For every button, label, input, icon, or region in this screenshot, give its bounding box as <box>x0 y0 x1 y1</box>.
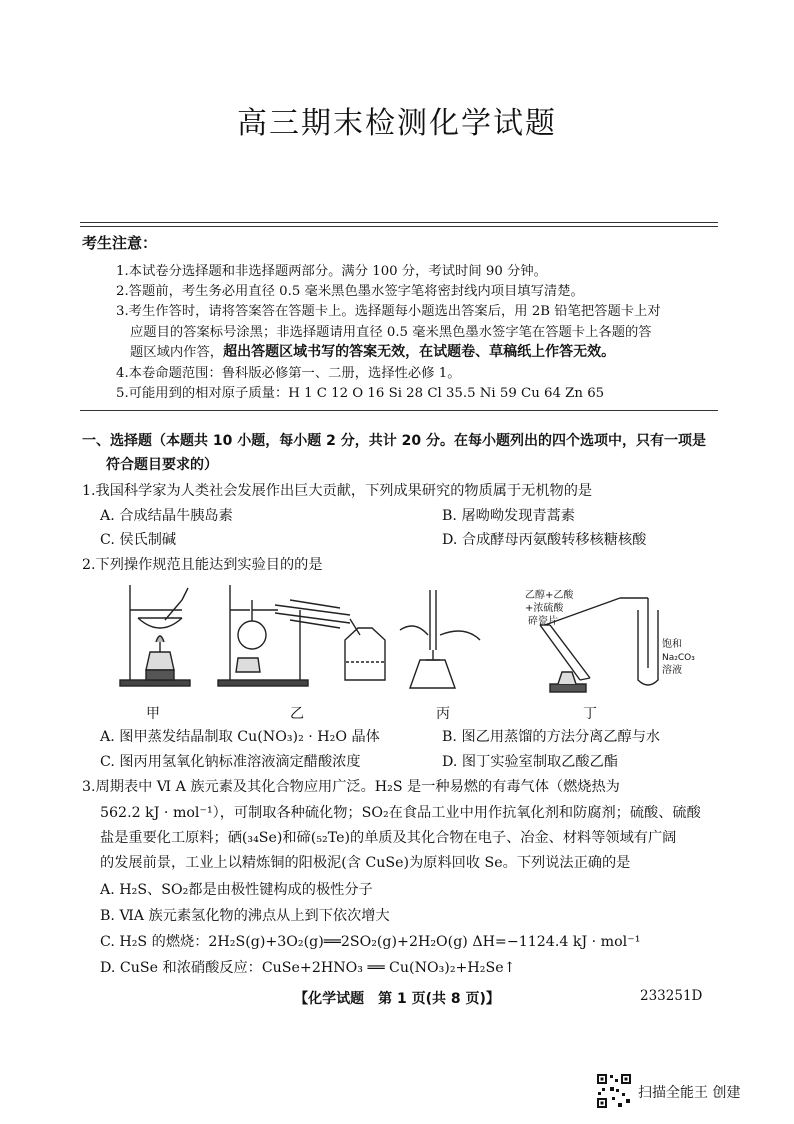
divider-notes <box>80 410 718 411</box>
apparatus-yi <box>218 585 385 686</box>
note-4: 4.本卷命题范围：鲁科版必修第一、二册，选择性必修 1。 <box>116 366 461 381</box>
note-2: 2.答题前，考生务必用直径 0.5 毫米黑色墨水签字笔将密封线内项目填写清楚。 <box>116 284 584 299</box>
q1-option-b: B. 屠呦呦发现青蒿素 <box>442 508 575 524</box>
q1-option-c: C. 侯氏制碱 <box>100 532 177 548</box>
q2-option-a: A. 图甲蒸发结晶制取 Cu(NO₃)₂ · H₂O 晶体 <box>100 729 380 745</box>
q2-apparatus-figure <box>110 580 695 700</box>
figure-label-jia: 甲 <box>146 706 160 722</box>
note-3-cont: 应题目的答案标号涂黑；非选择题请用直径 0.5 毫米黑色墨水签字笔在答题卡上各题的答 <box>130 325 652 340</box>
reagent-label-2: +浓硫酸 <box>525 603 564 614</box>
section1-heading: 一、选择题（本题共 10 小题，每小题 2 分，共计 20 分。在每小题列出的四个选项中，只有一项是 <box>82 433 706 449</box>
reagent-label-3: 碎瓷片 <box>528 616 558 627</box>
solution-label-2: Na₂CO₃ <box>662 653 695 663</box>
notes-heading: 考生注意： <box>82 234 158 252</box>
q1-option-a: A. 合成结晶牛胰岛素 <box>100 508 233 524</box>
q3-line-1: 3.周期表中 Ⅵ A 族元素及其化合物应用广泛。H₂S 是一种易燃的有毒气体（燃烧热为 <box>82 779 620 795</box>
note-3: 3.考生作答时，请将答案答在答题卡上。选择题每小题选出答案后，用 2B 铅笔把答题卡上对 <box>116 304 661 319</box>
note-5: 5.可能用到的相对原子质量：H 1 C 12 O 16 Si 28 Cl 35.5 Ni 59 Cu 64 Zn 65 <box>116 386 605 401</box>
q2-option-c: C. 图丙用氢氧化钠标准溶液滴定醋酸浓度 <box>100 754 361 770</box>
qr-code-icon <box>596 1073 632 1109</box>
q3-line-4: 的发展前景，工业上以精炼铜的阳极泥(含 CuSe)为原料回收 Se。下列说法正确的是 <box>100 855 631 871</box>
figure-label-bing: 丙 <box>436 706 450 722</box>
apparatus-bing <box>400 590 480 688</box>
q3-option-a: A. H₂S、SO₂都是由极性键构成的极性分子 <box>100 882 373 898</box>
page-title: 高三期末检测化学试题 <box>237 106 557 141</box>
reagent-label-1: 乙醇+乙酸 <box>525 590 574 601</box>
note-3-cont2-a: 题区域内作答， <box>130 345 224 360</box>
divider-top-2 <box>80 226 718 227</box>
q3-option-c: C. H₂S 的燃烧：2H₂S(g)+3O₂(g)══2SO₂(g)+2H₂O(g) ΔH=−1124.4 kJ · mol⁻¹ <box>100 934 641 950</box>
q1-option-d: D. 合成酵母丙氨酸转移核糖核酸 <box>442 532 647 548</box>
q3-line-2: 562.2 kJ · mol⁻¹），可制取各种硫化物；SO₂在食品工业中用作抗氧化剂和防腐剂；硫酸、硫酸 <box>100 805 701 821</box>
q2-option-b: B. 图乙用蒸馏的方法分离乙醇与水 <box>442 729 661 745</box>
figure-label-ding: 丁 <box>583 706 597 722</box>
q2-option-d: D. 图丁实验室制取乙酸乙酯 <box>442 754 618 770</box>
q1-stem: 1.我国科学家为人类社会发展作出巨大贡献，下列成果研究的物质属于无机物的是 <box>82 483 593 499</box>
note-3-emphasis: 超出答题区域书写的答案无效，在试题卷、草稿纸上作答无效。 <box>223 344 616 360</box>
solution-label-1: 饱和 <box>662 639 682 650</box>
q2-stem: 2.下列操作规范且能达到实验目的的是 <box>82 557 323 573</box>
solution-label-3: 溶液 <box>662 665 682 676</box>
note-1: 1.本试卷分选择题和非选择题两部分。满分 100 分，考试时间 90 分钟。 <box>116 264 547 279</box>
note-3-cont2 <box>130 341 615 361</box>
figure-label-yi: 乙 <box>290 706 304 722</box>
apparatus-jia <box>120 585 190 686</box>
page-footer: 【化学试题 第 1 页(共 8 页)】 <box>294 991 500 1007</box>
scanner-watermark: 扫描全能王 创建 <box>638 1085 741 1101</box>
section1-heading-cont: 符合题目要求的） <box>106 457 218 473</box>
paper-code: 233251D <box>640 988 703 1004</box>
q3-option-b: B. ⅥA 族元素氢化物的沸点从上到下依次增大 <box>100 908 390 924</box>
divider-top <box>80 222 718 223</box>
q3-option-d: D. CuSe 和浓硝酸反应：CuSe+2HNO₃ ══ Cu(NO₃)₂+H₂Se↑ <box>100 960 516 976</box>
q3-line-3: 盐是重要化工原料；硒(₃₄Se)和碲(₅₂Te)的单质及其化合物在电子、冶金、材料等领域有广阔 <box>100 830 677 846</box>
